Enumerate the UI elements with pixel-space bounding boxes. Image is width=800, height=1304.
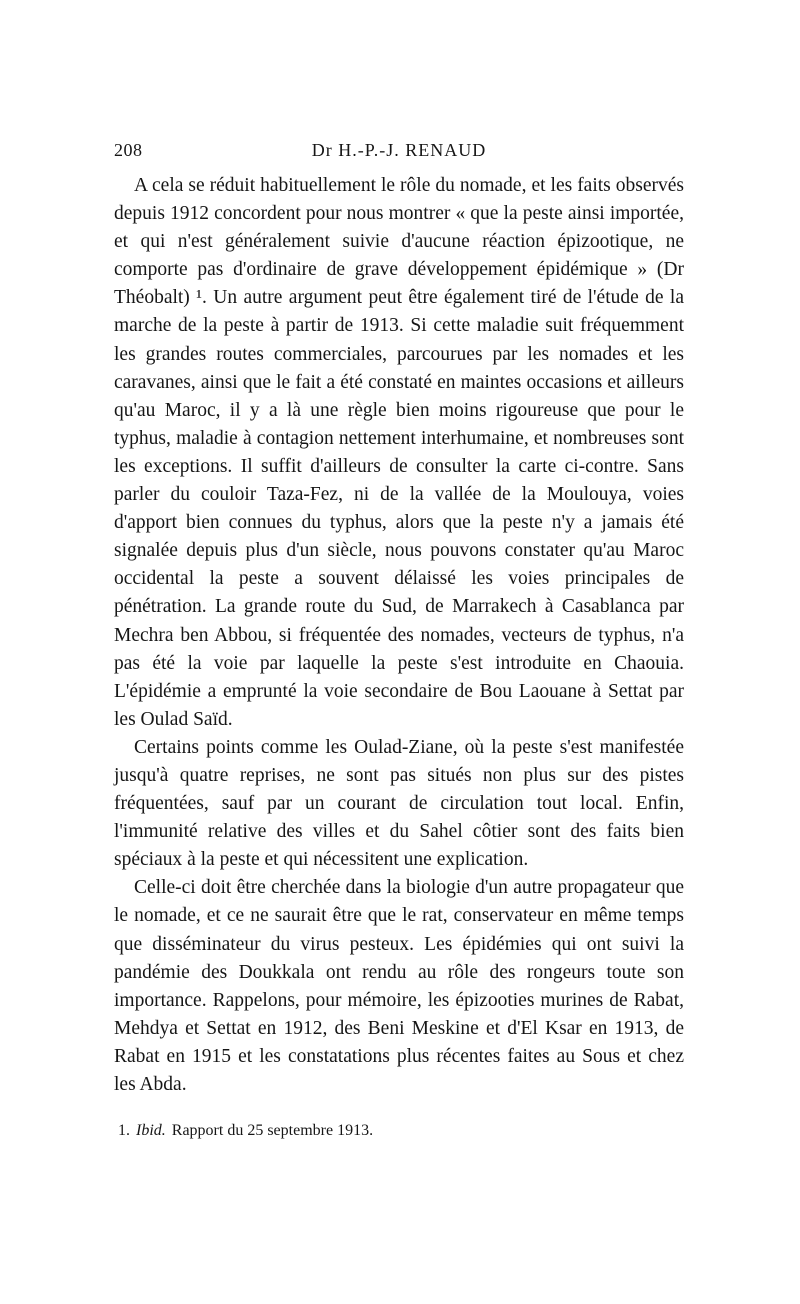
- paragraph-1: A cela se réduit habituellement le rôle du nomade, et les faits observés depuis 1912 concordent pour nous montrer « que la peste ainsi importée, et qui n'est généralement suivie d'aucune réaction épizootique, ne comporte pas d'ordinaire de grave développement épidémique » (Dr Théobalt) ¹. Un autre argument peut être également tiré de l'étude de la marche de la peste à partir de 1913. Si cette maladie suit fréquemment les grandes routes commerciales, parcourues par les nomades et les caravanes, ainsi que le fait a été constaté en maintes occasions et ailleurs qu'au Maroc, il y a là une règle bien moins rigoureuse que pour le typhus, maladie à contagion nettement interhumaine, et nombreuses sont les exceptions. Il suffit d'ailleurs de consulter la carte ci-contre. Sans parler du couloir Taza-Fez, ni de la vallée de la Moulouya, voies d'apport bien connues du typhus, alors que la peste n'y a jamais été signalée depuis plus d'un siècle, nous pouvons constater qu'au Maroc occidental la peste a souvent délaissé les voies principales de pénétration. La grande route du Sud, de Marrakech à Casablanca par Mechra ben Abbou, si fréquentée des nomades, vecteurs de typhus, n'a pas été la voie par laquelle la peste s'est introduite en Chaouia. L'épidémie a emprunté la voie secondaire de Bou Laouane à Settat par les Oulad Saïd.: [114, 175, 684, 730]
- paragraph-2: Certains points comme les Oulad-Ziane, où la peste s'est manifestée jusqu'à quatre reprises, ne sont pas situés non plus sur des pistes fréquentées, sauf par un courant de circulation tout local. Enfin, l'immunité relative des villes et du Sahel côtier sont des faits bien spéciaux à la peste et qui nécessitent une explication.: [114, 736, 684, 871]
- page-header: [114, 140, 684, 164]
- body-text: [114, 172, 684, 1099]
- footnote-number: 1.: [118, 1122, 130, 1139]
- running-head: Dr H.-P.-J. RENAUD: [311, 140, 487, 160]
- footnote-ibid: Ibid.: [136, 1122, 166, 1139]
- footnote-text: Rapport du 25 septembre 1913.: [171, 1122, 374, 1139]
- page-number: 208: [114, 140, 143, 160]
- paragraph-3: Celle-ci doit être cherchée dans la biologie d'un autre propagateur que le nomade, et ce ne saurait être que le rat, conservateur en même temps que disséminateur du virus pesteux. Les épidémies qui ont suivi la pandémie des Doukkala ont rendu au rôle des rongeurs toute son importance. Rappelons, pour mémoire, les épizooties murines de Rabat, Mehdya et Settat en 1912, des Beni Meskine et d'El Ksar en 1913, de Rabat en 1915 et les constatations plus récentes faites au Sous et chez les Abda.: [114, 877, 684, 1095]
- footnote: [118, 1120, 678, 1142]
- book-page: [114, 0, 684, 1304]
